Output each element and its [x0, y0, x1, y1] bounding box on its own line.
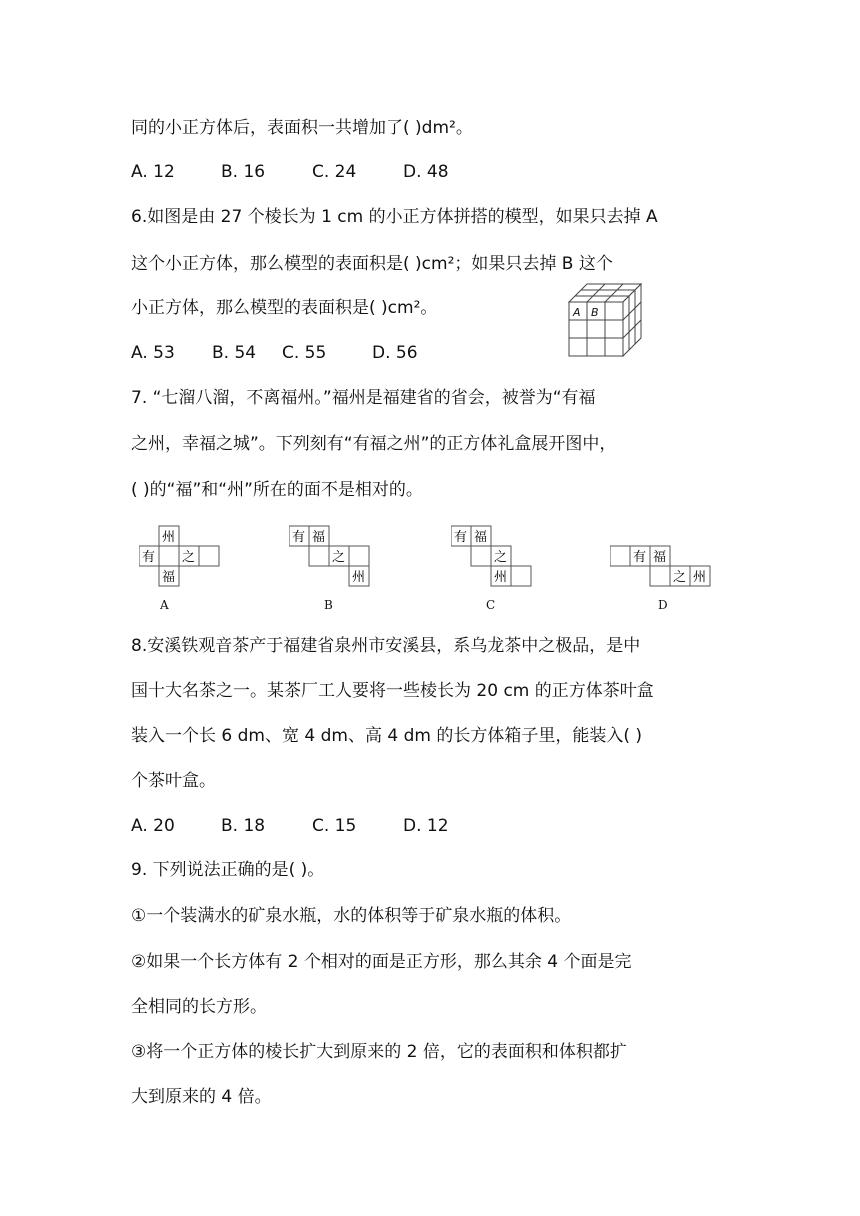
net-b-char-zhi: 之 [332, 550, 346, 565]
q6-option-a: A. 53 [131, 343, 175, 363]
q9-statement-2a: ②如果一个长方体有 2 个相对的面是正方形，那么其余 4 个面是完 [131, 952, 632, 972]
q5-option-d: D. 48 [403, 162, 449, 182]
q8-line4: 个茶叶盒。 [131, 771, 216, 791]
net-a-char-fu: 福 [162, 570, 176, 585]
q8-line2: 国十大名茶之一。某茶厂工人要将一些棱长为 20 cm 的正方体茶叶盒 [131, 681, 654, 701]
net-d-char-zhi: 之 [673, 570, 687, 585]
q8-line3: 装入一个长 6 dm、宽 4 dm、高 4 dm 的长方体箱子里，能装入( ) [131, 726, 642, 746]
net-figure-c [451, 522, 535, 616]
q8-option-c: C. 15 [312, 816, 357, 836]
net-a-char-you: 有 [142, 550, 156, 565]
net-label-d: D [658, 598, 668, 612]
cube-model-figure [567, 282, 645, 358]
net-c-char-fu: 福 [474, 530, 488, 545]
q9-line1: 9. 下列说法正确的是( )。 [131, 860, 325, 880]
q8-line1: 8.安溪铁观音茶产于福建省泉州市安溪县，系乌龙茶中之极品，是中 [131, 636, 641, 656]
q6-option-b: B. 54 [212, 343, 257, 363]
q8-option-b: B. 18 [221, 816, 266, 836]
net-figure-d [610, 522, 714, 616]
net-c-char-zhi: 之 [494, 550, 508, 565]
q7-line3: ( )的“福”和“州”所在的面不是相对的。 [131, 480, 423, 500]
q5-option-c: C. 24 [312, 162, 357, 182]
q5-text: 同的小正方体后，表面积一共增加了( )dm²。 [131, 118, 473, 138]
q9-statement-3a: ③将一个正方体的棱长扩大到原来的 2 倍，它的表面积和体积都扩 [131, 1042, 627, 1062]
net-label-a: A [160, 598, 169, 612]
net-b-char-zhou: 州 [352, 570, 366, 585]
net-c-char-you: 有 [454, 530, 468, 545]
net-b-char-you: 有 [292, 530, 306, 545]
net-label-b: B [324, 598, 333, 612]
net-d-char-fu: 福 [653, 550, 667, 565]
q9-statement-1: ①一个装满水的矿泉水瓶，水的体积等于矿泉水瓶的体积。 [131, 906, 572, 926]
net-a-char-zhou: 州 [162, 530, 176, 545]
net-c-char-zhou: 州 [494, 570, 508, 585]
q8-option-d: D. 12 [403, 816, 449, 836]
q6-option-c: C. 55 [282, 343, 327, 363]
net-d-char-zhou: 州 [693, 570, 707, 585]
q6-option-d: D. 56 [372, 343, 418, 363]
cube-label-a: A [573, 306, 581, 319]
q6-line2: 这个小正方体，那么模型的表面积是( )cm²；如果只去掉 B 这个 [131, 254, 613, 274]
net-label-c: C [486, 598, 496, 612]
q7-line2: 之州，幸福之城”。下列刻有“有福之州”的正方体礼盒展开图中， [131, 434, 617, 454]
q5-option-a: A. 12 [131, 162, 175, 182]
q7-line1: 7. “七溜八溜，不离福州。”福州是福建省的省会，被誉为“有福 [131, 388, 596, 408]
q6-line3: 小正方体，那么模型的表面积是( )cm²。 [131, 298, 438, 318]
q9-statement-2b: 全相同的长方形。 [131, 997, 267, 1017]
net-figure-b [289, 522, 373, 616]
q9-statement-3b: 大到原来的 4 倍。 [131, 1087, 272, 1107]
net-d-char-you: 有 [633, 550, 647, 565]
q5-option-b: B. 16 [221, 162, 266, 182]
net-b-char-fu: 福 [312, 530, 326, 545]
net-figure-a [139, 522, 221, 616]
q8-option-a: A. 20 [131, 816, 175, 836]
q6-line1: 6.如图是由 27 个棱长为 1 cm 的小正方体拼搭的模型，如果只去掉 A [131, 207, 658, 227]
cube-label-b: B [591, 306, 599, 319]
net-a-char-zhi: 之 [182, 550, 196, 565]
